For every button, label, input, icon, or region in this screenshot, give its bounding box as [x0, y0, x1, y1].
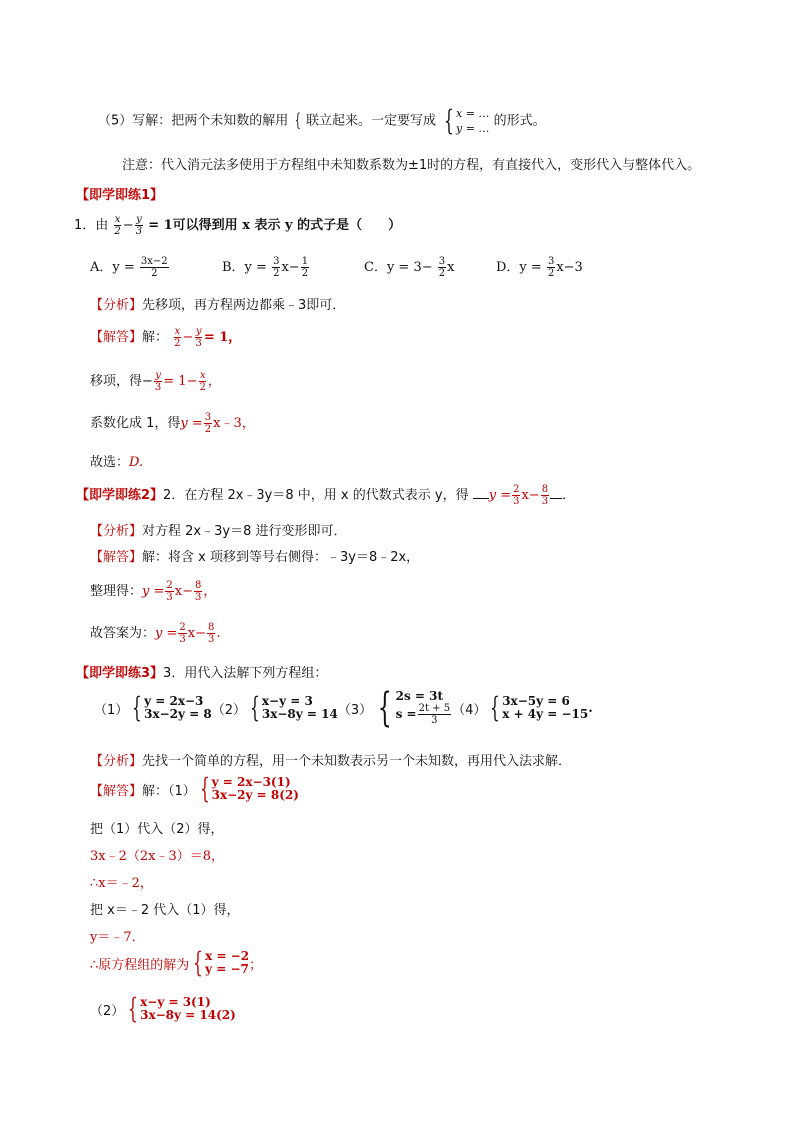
- fraction: $\frac{8}{3}$: [208, 622, 215, 645]
- fraction: $\frac{y}{3}$: [195, 326, 202, 349]
- fraction: $\frac{3}{2}$: [273, 256, 280, 279]
- note-text: 注意：代入消元法多使用于方程组中未知数系数为±1时的方程，有直接代入，变形代入与整体代入。: [122, 158, 701, 173]
- ex2-tidy: 整理得：y = $\frac{2}{3}$ x− $\frac{8}{3}$ ，: [90, 580, 217, 603]
- ex2-question: 【即学即练2】2．在方程 2x﹣3y＝8 中，用 x 的代数式表示 y，得 y = $\frac{2}{3}$ x− $\frac{8}{3}$ ．: [76, 484, 576, 507]
- fraction: $\frac{2}{3}$: [166, 580, 173, 603]
- ex1-step-move: 移项，得− $\frac{y}{3}$ = 1− $\frac{x}{2}$ ，: [90, 370, 221, 393]
- ex1-option-b[interactable]: B．y = $\frac{3}{2}$ x− $\frac{1}{2}$: [222, 256, 309, 279]
- step5-line: （5）写解：把两个未知数的解用 { 联立起来。一定要写成 { x = … y = … 的形式。: [98, 104, 546, 137]
- ex3-line2: 3x﹣2（2x﹣3）＝8，: [90, 849, 225, 864]
- ex3-part2: （2） { x−y = 3(1) 3x−8y = 14(2): [90, 992, 236, 1025]
- fraction: $\frac{3}{2}$: [547, 256, 555, 279]
- ex1-option-a[interactable]: A．y = $\frac{3x-2}{2}$: [90, 256, 168, 279]
- ex3-line5: y＝﹣7．: [90, 930, 145, 945]
- ex1-header: 【即学即练1】: [76, 188, 164, 203]
- ex2-answer: 【解答】解：将含 x 项移到等号右侧得：﹣3y＝8﹣2x，: [90, 550, 420, 565]
- ex1-option-c[interactable]: C．y = 3− $\frac{3}{2}$ x: [364, 256, 455, 279]
- fraction: $\frac{1}{2}$: [301, 256, 309, 279]
- fraction: $\frac{2}{3}$: [179, 622, 186, 645]
- ex3-systems: （1） { y = 2x−3 3x−2y = 8 （2） { x−y = 3 3x−8y = 14 （3） { 2s = 3t s = $\frac{2t + 5}{3}$ （4） { 3x−5y = 6 x + 4y = −15 .: [94, 685, 593, 731]
- fraction: $\frac{y}{3}$: [135, 214, 143, 237]
- ex3-line6: ∴原方程组的解为 { x = −2 y = −7 ；: [90, 946, 263, 979]
- ex1-answer: 【解答】解： $\frac{x}{2}$ − $\frac{y}{3}$ = 1，: [90, 326, 242, 349]
- brace-icon: {: [294, 110, 302, 131]
- ex3-line1: 把（1）代入（2）得，: [90, 822, 224, 837]
- ex2-analysis: 【分析】对方程 2x﹣3y＝8 进行变形即可．: [90, 524, 347, 539]
- equation-system: { x−y = 3(1) 3x−8y = 14(2): [128, 992, 236, 1025]
- fraction: $\frac{x}{2}$: [174, 326, 181, 349]
- equation-system: { 3x−5y = 6 x + 4y = −15: [490, 691, 589, 724]
- ex3-analysis: 【分析】先找一个简单的方程，用一个未知数表示另一个未知数，再用代入法求解．: [90, 754, 572, 769]
- solution-form-system: { x = … y = …: [444, 104, 490, 137]
- equation-system: { y = 2x−3 3x−2y = 8: [132, 691, 212, 724]
- fraction: $\frac{8}{3}$: [195, 580, 202, 603]
- fraction: $\frac{x}{2}$: [114, 214, 121, 237]
- fraction: $\frac{3}{2}$: [204, 412, 212, 435]
- fraction: $\frac{2}{3}$: [513, 484, 520, 507]
- ex1-option-d[interactable]: D．y = $\frac{3}{2}$ x−3: [496, 256, 583, 279]
- ex1-analysis: 【分析】先移项，再方程两边都乘﹣3即可．: [90, 298, 346, 313]
- ex2-final: 故答案为：y = $\frac{2}{3}$ x− $\frac{8}{3}$ .: [90, 622, 221, 645]
- ex1-step-coef: 系数化成 1，得y = $\frac{3}{2}$ x﹣3，: [90, 412, 255, 435]
- fraction: $\frac{8}{3}$: [541, 484, 549, 507]
- ex3-question: 【即学即练3】3．用代入法解下列方程组：: [76, 666, 328, 681]
- equation-system: { x = −2 y = −7: [193, 946, 250, 979]
- equation-system: { 2s = 3t s = $\frac{2t + 5}{3}$: [377, 685, 451, 731]
- ex1-conclusion: 故选：D.: [90, 455, 144, 470]
- ex3-line4: 把 x＝﹣2 代入（1）得，: [90, 903, 240, 918]
- fraction: $\frac{3}{2}$: [438, 256, 446, 279]
- equation-system: { x−y = 3 3x−8y = 14: [250, 691, 338, 724]
- ex3-answer: 【解答】 解：（1） { y = 2x−3(1) 3x−2y = 8(2): [90, 772, 299, 805]
- fraction: $\frac{y}{3}$: [154, 370, 162, 393]
- fraction: $\frac{x}{2}$: [199, 370, 206, 393]
- ex1-question: 1．由 $\frac{x}{2}$ − $\frac{y}{3}$ = 1可以得到用 x 表示 y 的式子是（ ）: [74, 214, 402, 237]
- ex3-line3: ∴x＝﹣2，: [90, 876, 153, 891]
- fraction: $\frac{3x-2}{2}$: [140, 256, 168, 279]
- equation-system: { y = 2x−3(1) 3x−2y = 8(2): [199, 772, 299, 805]
- fraction: $\frac{2t + 5}{3}$: [418, 703, 451, 726]
